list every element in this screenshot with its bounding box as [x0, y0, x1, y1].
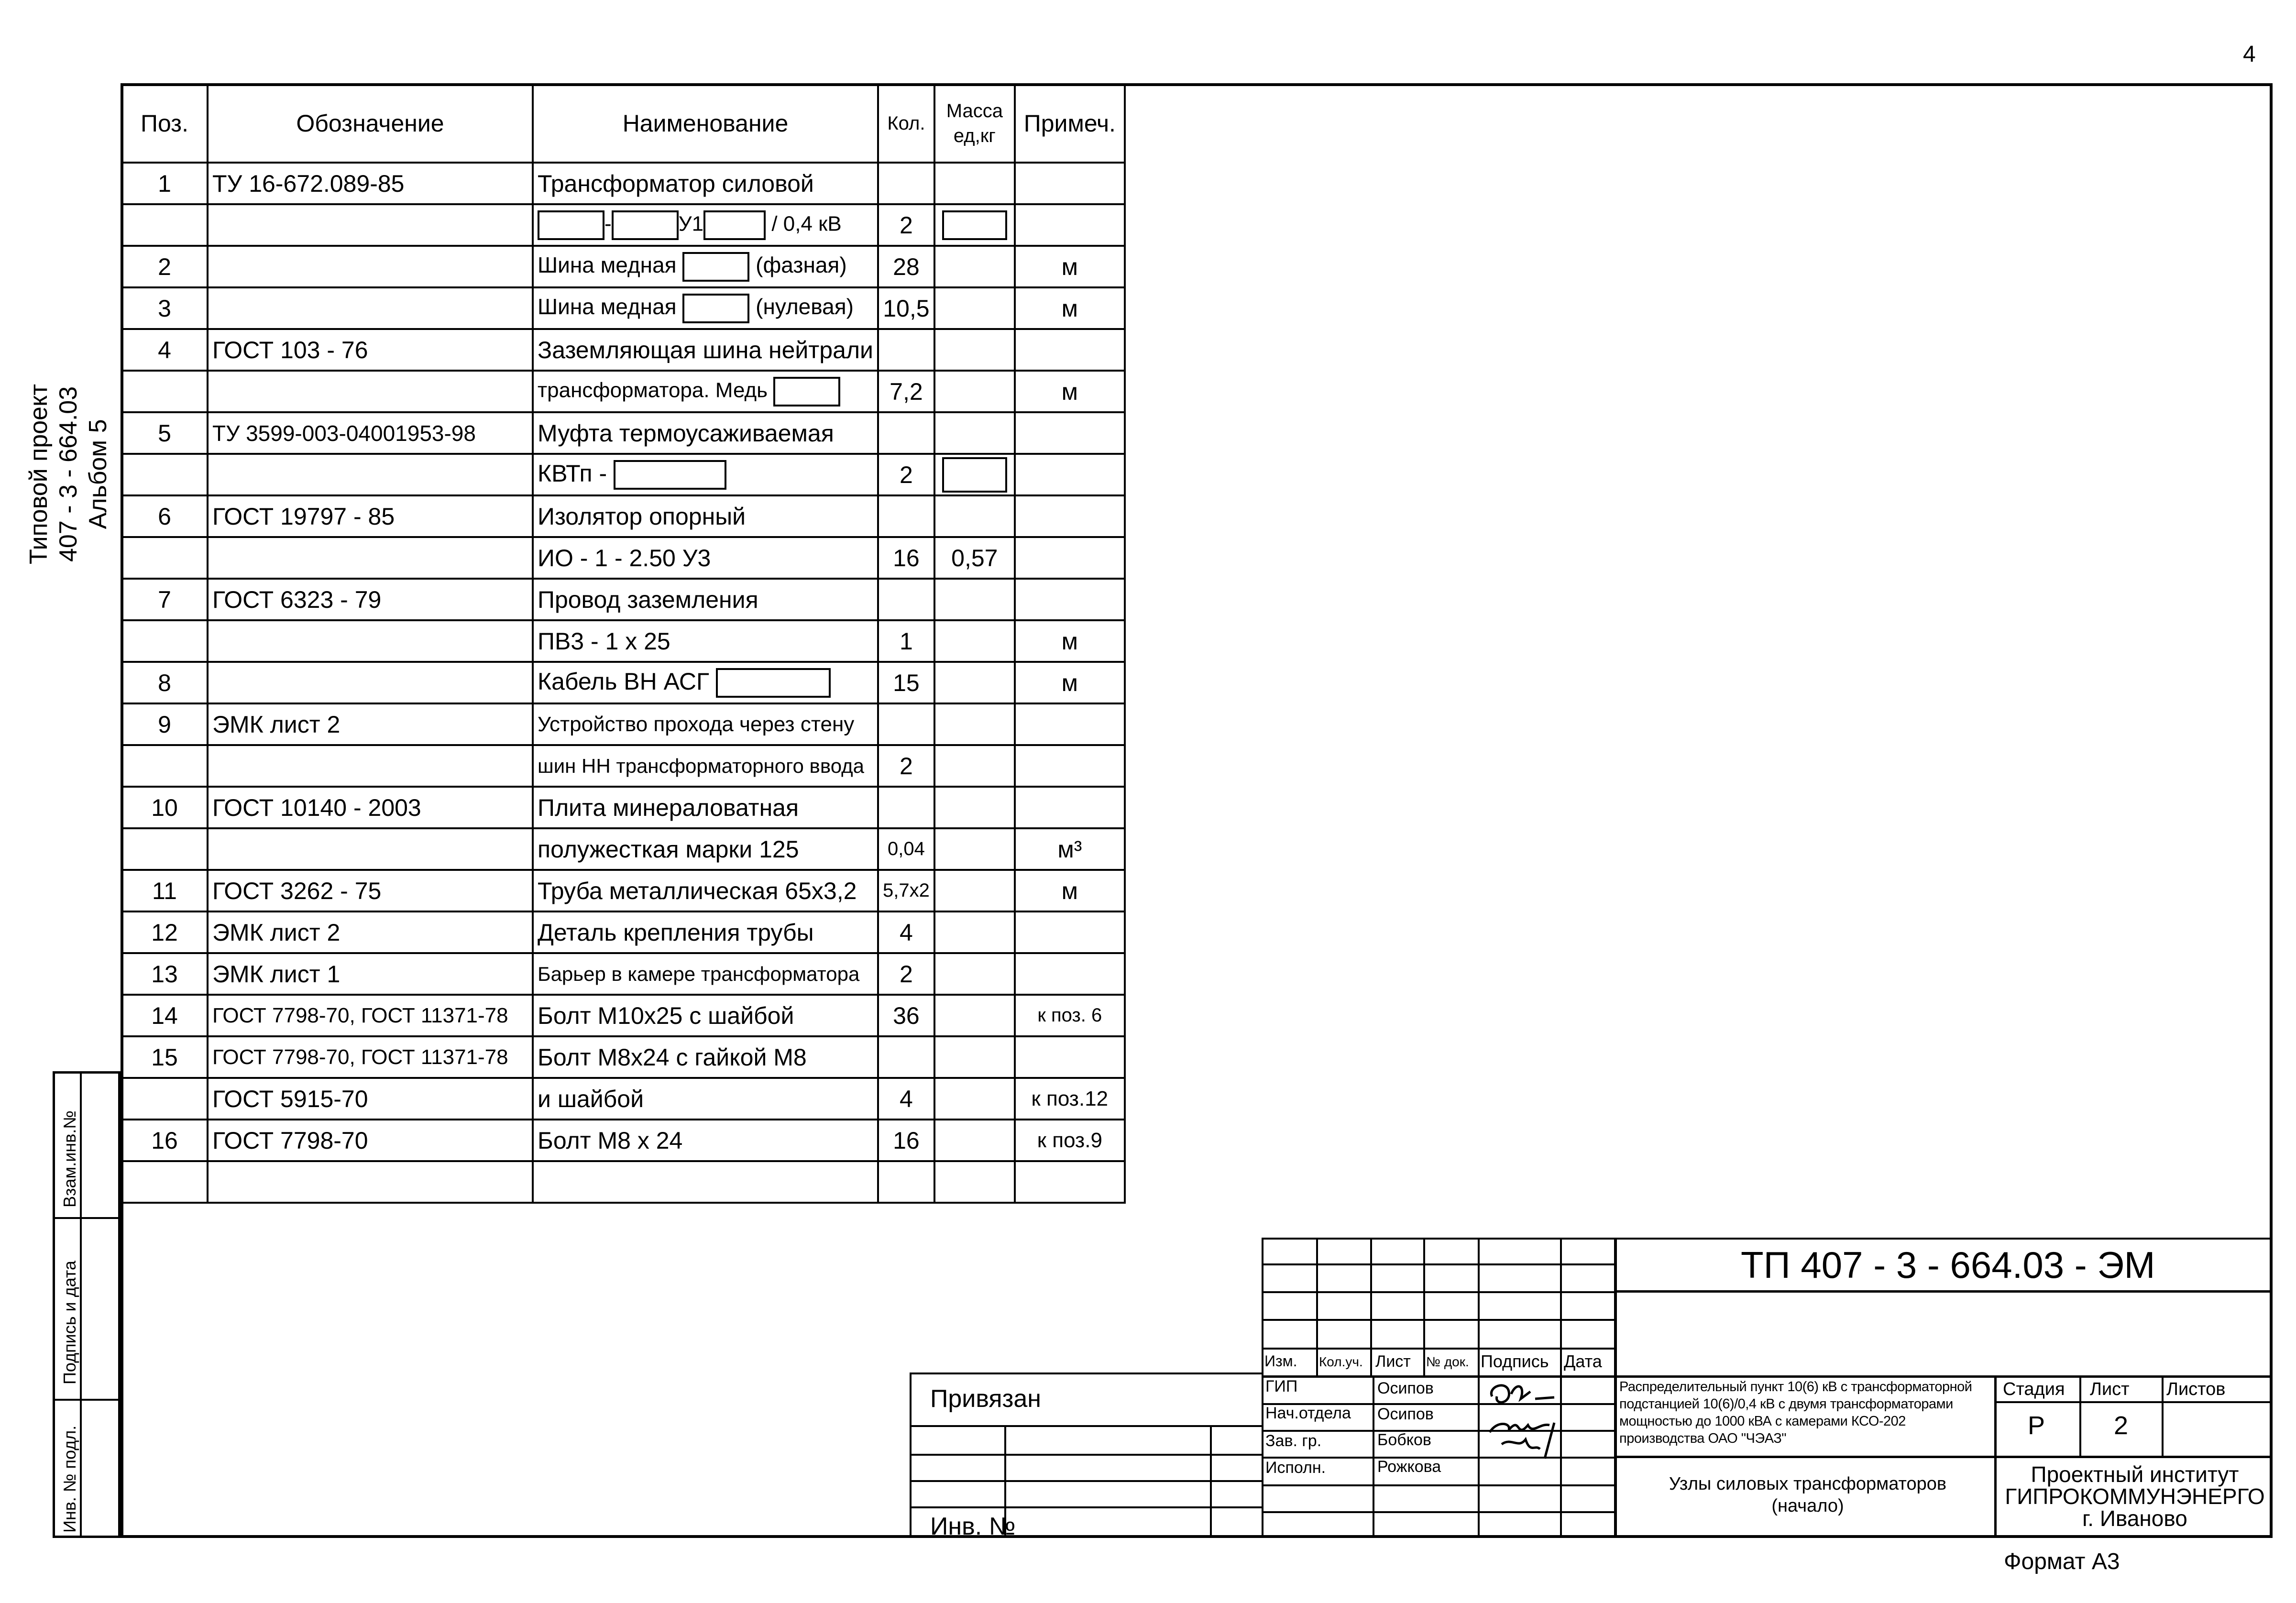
- row-qty: 10,5: [878, 287, 934, 329]
- row-designation: [208, 828, 533, 870]
- row-mass: [934, 828, 1015, 870]
- row-note: [1015, 1036, 1125, 1078]
- row-pos: 5: [121, 412, 208, 454]
- rev-header-date: Дата: [1564, 1351, 1602, 1371]
- side-stamp-divider: [55, 1399, 118, 1401]
- header-qty: Кол.: [878, 84, 934, 163]
- row-pos: [121, 537, 208, 579]
- row-designation: ГОСТ 103 - 76: [208, 329, 533, 371]
- table-row: [121, 703, 1125, 745]
- sheet-title-line: Узлы силовых трансформаторов: [1669, 1474, 1947, 1494]
- row-mass: [934, 911, 1015, 953]
- row-pos: 1: [121, 163, 208, 204]
- table-row: [121, 745, 1125, 787]
- side-project-line2: 407 - 3 - 664.03: [55, 386, 82, 562]
- row-qty: [878, 495, 934, 537]
- title-block-line: [1262, 1291, 1615, 1293]
- row-designation: [208, 537, 533, 579]
- role-chief-engineer: ГИП: [1265, 1377, 1298, 1395]
- blank-field: [538, 210, 604, 240]
- row-pos: 6: [121, 495, 208, 537]
- row-mass: [934, 995, 1015, 1036]
- row-qty: 2: [878, 204, 934, 246]
- stage-label: Стадия: [2003, 1379, 2065, 1399]
- blank-field: [942, 457, 1007, 493]
- row-name: ИО - 1 - 2.50 У3: [533, 537, 878, 579]
- row-pos: [121, 745, 208, 787]
- row-mass: [934, 1120, 1015, 1161]
- row-mass: [934, 745, 1015, 787]
- title-block-line: [1370, 1238, 1372, 1376]
- row-qty: [878, 703, 934, 745]
- row-designation: [208, 204, 533, 246]
- row-pos: 2: [121, 246, 208, 287]
- title-block-line: [1615, 1456, 2273, 1458]
- sheet-title-line: (начало): [1771, 1496, 1844, 1516]
- title-block-line: [2079, 1375, 2081, 1457]
- row-designation: [208, 454, 533, 495]
- row-name: и шайбой: [533, 1078, 878, 1120]
- table-row: [121, 412, 1125, 454]
- row-name: Заземляющая шина нейтрали: [533, 329, 878, 371]
- row-designation: ТУ 3599-003-04001953-98: [208, 412, 533, 454]
- stage-value: Р: [2028, 1411, 2045, 1440]
- role-executor: Исполн.: [1265, 1459, 1326, 1477]
- row-pos: 14: [121, 995, 208, 1036]
- row-qty: 1: [878, 620, 934, 662]
- row-pos: 8: [121, 662, 208, 703]
- header-designation: Обозначение: [208, 84, 533, 163]
- row-designation: ГОСТ 7798-70, ГОСТ 11371-78: [208, 1036, 533, 1078]
- row-mass: [934, 579, 1015, 620]
- side-stamp-signature-label: Подпись и дата: [60, 1261, 79, 1384]
- title-block-line: [1262, 1263, 1615, 1265]
- row-note: [1015, 703, 1125, 745]
- name-part: Шина медная: [538, 294, 677, 319]
- row-name: Провод заземления: [533, 579, 878, 620]
- row-qty: [878, 1161, 934, 1203]
- rev-header-signature: Подпись: [1481, 1351, 1549, 1371]
- table-row: [121, 911, 1125, 953]
- row-note: [1015, 495, 1125, 537]
- row-pos: 15: [121, 1036, 208, 1078]
- row-designation: ГОСТ 7798-70: [208, 1120, 533, 1161]
- spec-header-row: [121, 84, 1125, 163]
- table-row: [121, 1120, 1125, 1161]
- institute-line: г. Иваново: [2082, 1506, 2187, 1531]
- row-note: [1015, 953, 1125, 995]
- title-block-line: [1423, 1238, 1425, 1376]
- table-row: [121, 1036, 1125, 1078]
- table-row: [121, 1161, 1125, 1203]
- table-row: [121, 246, 1125, 287]
- specification-table: [121, 83, 1126, 1204]
- row-mass: [934, 1036, 1015, 1078]
- row-designation: ГОСТ 19797 - 85: [208, 495, 533, 537]
- row-mass: [934, 662, 1015, 703]
- row-qty: 2: [878, 953, 934, 995]
- rev-header-change: Изм.: [1264, 1352, 1297, 1370]
- blank-field: [942, 210, 1007, 240]
- table-row: [121, 953, 1125, 995]
- side-project-line1: Типовой проект: [25, 384, 53, 564]
- row-name: Барьер в камере трансформатора: [533, 953, 878, 995]
- sheet-title: [1621, 1473, 1994, 1517]
- row-pos: 11: [121, 870, 208, 911]
- header-name: Наименование: [533, 84, 878, 163]
- row-pos: 3: [121, 287, 208, 329]
- row-qty: 4: [878, 1078, 934, 1120]
- row-note: м: [1015, 287, 1125, 329]
- row-mass: [934, 329, 1015, 371]
- title-block-line: [1994, 1375, 1997, 1538]
- row-designation: [208, 662, 533, 703]
- table-row: [121, 537, 1125, 579]
- blank-field: [612, 210, 679, 240]
- person-group-head: Бобков: [1377, 1431, 1431, 1449]
- row-designation: ГОСТ 6323 - 79: [208, 579, 533, 620]
- table-row: [121, 828, 1125, 870]
- binding-label: Привязан: [930, 1385, 1042, 1413]
- binding-box-line: [1210, 1425, 1212, 1538]
- row-pos: 10: [121, 787, 208, 828]
- row-note: м: [1015, 371, 1125, 412]
- row-note: [1015, 454, 1125, 495]
- table-row: [121, 620, 1125, 662]
- title-block-line: [1262, 1319, 1615, 1321]
- paper-format: Формат А3: [2004, 1549, 2120, 1574]
- title-block-line: [1262, 1484, 1615, 1486]
- row-name: Трансформатор силовой: [533, 163, 878, 204]
- row-qty: 4: [878, 911, 934, 953]
- row-pos: [121, 371, 208, 412]
- title-block-line: [1614, 1238, 1617, 1538]
- row-mass: [934, 204, 1015, 246]
- row-mass: [934, 703, 1015, 745]
- row-qty: 2: [878, 454, 934, 495]
- side-stamp: [53, 1071, 121, 1538]
- name-part: / 0,4 кВ: [771, 212, 842, 236]
- row-qty: [878, 579, 934, 620]
- row-qty: 7,2: [878, 371, 934, 412]
- row-note: [1015, 163, 1125, 204]
- side-stamp-divider: [80, 1074, 82, 1536]
- row-designation: ГОСТ 7798-70, ГОСТ 11371-78: [208, 995, 533, 1036]
- name-part: (фазная): [756, 252, 847, 277]
- row-name: Болт М8 х 24: [533, 1120, 878, 1161]
- row-note: [1015, 911, 1125, 953]
- row-name: Труба металлическая 65х3,2: [533, 870, 878, 911]
- row-designation: [208, 246, 533, 287]
- row-note: [1015, 204, 1125, 246]
- row-note: [1015, 745, 1125, 787]
- row-designation: ГОСТ 10140 - 2003: [208, 787, 533, 828]
- project-title-line: мощностью до 1000 кВА с камерами КСО-202: [1619, 1414, 1906, 1429]
- title-block-line: [1478, 1238, 1480, 1538]
- side-stamp-divider: [55, 1217, 118, 1219]
- row-pos: 9: [121, 703, 208, 745]
- row-mass: [934, 787, 1015, 828]
- row-mass: [934, 870, 1015, 911]
- table-row: [121, 870, 1125, 911]
- name-part: -: [604, 212, 612, 236]
- sheets-label: Листов: [2166, 1379, 2226, 1399]
- row-designation: [208, 1161, 533, 1203]
- title-block-line: [1262, 1511, 1615, 1513]
- institute-line: ГИПРОКОММУНЭНЕРГО: [2005, 1484, 2265, 1509]
- row-mass: [934, 163, 1015, 204]
- blank-field: [682, 294, 749, 323]
- row-note: [1015, 579, 1125, 620]
- row-pos: [121, 828, 208, 870]
- row-qty: [878, 329, 934, 371]
- row-note: к поз. 6: [1015, 995, 1125, 1036]
- row-mass: [934, 371, 1015, 412]
- row-mass: [934, 620, 1015, 662]
- blank-field: [716, 668, 831, 698]
- row-qty: [878, 1036, 934, 1078]
- row-note: м: [1015, 662, 1125, 703]
- institute-line: Проектный институт: [2031, 1462, 2239, 1487]
- table-row: [121, 371, 1125, 412]
- row-designation: ЭМК лист 2: [208, 703, 533, 745]
- row-mass: [934, 246, 1015, 287]
- row-pos: 12: [121, 911, 208, 953]
- table-row: [121, 204, 1125, 246]
- person-dept-head: Осипов: [1377, 1405, 1434, 1423]
- row-qty: 28: [878, 246, 934, 287]
- name-part: У1: [678, 212, 704, 236]
- row-mass: [934, 1161, 1015, 1203]
- row-qty: 15: [878, 662, 934, 703]
- title-block-line: [1316, 1238, 1318, 1376]
- side-project-caption: [24, 384, 113, 564]
- row-name: Деталь крепления трубы: [533, 911, 878, 953]
- row-designation: [208, 745, 533, 787]
- row-qty: 0,04: [878, 828, 934, 870]
- row-qty: 36: [878, 995, 934, 1036]
- table-row: [121, 995, 1125, 1036]
- signature-image: [1483, 1377, 1578, 1478]
- name-part: (нулевая): [756, 294, 854, 319]
- name-part: Кабель ВН АСГ: [538, 668, 710, 695]
- table-row: [121, 787, 1125, 828]
- row-mass: [934, 454, 1015, 495]
- row-note: м: [1015, 870, 1125, 911]
- name-part: трансформатора. Медь: [538, 378, 768, 402]
- row-pos: 16: [121, 1120, 208, 1161]
- blank-field: [614, 460, 726, 490]
- row-note: м³: [1015, 828, 1125, 870]
- row-designation: ЭМК лист 1: [208, 953, 533, 995]
- row-name: [533, 454, 878, 495]
- row-qty: [878, 412, 934, 454]
- row-name: Болт М8х24 с гайкой М8: [533, 1036, 878, 1078]
- row-name: Устройство прохода через стену: [533, 703, 878, 745]
- row-pos: 4: [121, 329, 208, 371]
- table-row: [121, 163, 1125, 204]
- row-pos: [121, 204, 208, 246]
- row-pos: 13: [121, 953, 208, 995]
- blank-field: [703, 210, 766, 240]
- row-name: [533, 371, 878, 412]
- person-executor: Рожкова: [1377, 1458, 1441, 1476]
- row-designation: [208, 287, 533, 329]
- row-pos: [121, 620, 208, 662]
- project-title-line: производства ОАО "ЧЭАЗ": [1619, 1431, 1787, 1446]
- row-qty: 2: [878, 745, 934, 787]
- name-part: КВТп -: [538, 460, 607, 487]
- row-designation: [208, 620, 533, 662]
- row-note: м: [1015, 246, 1125, 287]
- row-name: Плита минераловатная: [533, 787, 878, 828]
- table-row: [121, 662, 1125, 703]
- row-note: [1015, 1161, 1125, 1203]
- row-note: [1015, 787, 1125, 828]
- row-note: [1015, 412, 1125, 454]
- table-row: [121, 287, 1125, 329]
- header-pos: Поз.: [121, 84, 208, 163]
- row-pos: [121, 1078, 208, 1120]
- row-name: [533, 287, 878, 329]
- project-title-line: Распределительный пункт 10(6) кВ с трансформаторной: [1619, 1379, 1972, 1394]
- row-qty: [878, 787, 934, 828]
- row-mass: [934, 953, 1015, 995]
- rev-header-qty: Кол.уч.: [1319, 1354, 1363, 1369]
- name-part: Шина медная: [538, 252, 677, 277]
- row-pos: [121, 1161, 208, 1203]
- row-designation: [208, 371, 533, 412]
- role-dept-head: Нач.отдела: [1265, 1404, 1351, 1422]
- sheet-value: 2: [2114, 1411, 2129, 1440]
- sheet-label: Лист: [2090, 1379, 2130, 1399]
- row-mass: [934, 1078, 1015, 1120]
- row-mass: [934, 412, 1015, 454]
- row-qty: 16: [878, 537, 934, 579]
- row-designation: ЭМК лист 2: [208, 911, 533, 953]
- sheet-number: 4: [2243, 42, 2256, 67]
- title-block-line: [1994, 1401, 2273, 1403]
- title-block-line: [1262, 1348, 1615, 1350]
- project-title: [1619, 1378, 1972, 1447]
- side-stamp-original-label: Инв. № подл.: [60, 1425, 79, 1533]
- institute: [1997, 1463, 2273, 1529]
- row-name: шин НН трансформаторного ввода: [533, 745, 878, 787]
- blank-field: [682, 252, 749, 282]
- side-stamp-exchange-label: Взам.инв.№: [60, 1110, 79, 1208]
- row-mass: [934, 495, 1015, 537]
- row-qty: 16: [878, 1120, 934, 1161]
- title-block-line: [2162, 1375, 2164, 1457]
- blank-field: [773, 377, 840, 406]
- row-name: [533, 662, 878, 703]
- table-row: [121, 579, 1125, 620]
- row-name: Изолятор опорный: [533, 495, 878, 537]
- title-block-line: [1615, 1290, 2273, 1293]
- side-project-line3: Альбом 5: [84, 419, 112, 529]
- row-pos: [121, 454, 208, 495]
- row-note: [1015, 537, 1125, 579]
- row-note: к поз.9: [1015, 1120, 1125, 1161]
- row-name: [533, 246, 878, 287]
- row-note: к поз.12: [1015, 1078, 1125, 1120]
- row-qty: 5,7х2: [878, 870, 934, 911]
- row-qty: [878, 163, 934, 204]
- row-mass: 0,57: [934, 537, 1015, 579]
- project-title-line: подстанцией 10(6)/0,4 кВ с двумя трансформаторами: [1619, 1396, 1953, 1412]
- row-note: [1015, 329, 1125, 371]
- title-block-line: [1615, 1375, 2273, 1378]
- row-name: Муфта термоусаживаемая: [533, 412, 878, 454]
- row-pos: 7: [121, 579, 208, 620]
- rev-header-sheet: Лист: [1375, 1352, 1411, 1371]
- binding-inv-label: Инв. №: [930, 1513, 1016, 1540]
- table-row: [121, 454, 1125, 495]
- row-mass: [934, 287, 1015, 329]
- row-name: полужесткая марки 125: [533, 828, 878, 870]
- table-row: [121, 1078, 1125, 1120]
- row-note: м: [1015, 620, 1125, 662]
- row-designation: ГОСТ 5915-70: [208, 1078, 533, 1120]
- header-mass: Масса ед,кг: [934, 84, 1015, 163]
- row-name: [533, 204, 878, 246]
- table-row: [121, 329, 1125, 371]
- row-name: Болт М10х25 с шайбой: [533, 995, 878, 1036]
- header-note: Примеч.: [1015, 84, 1125, 163]
- rev-header-docno: № док.: [1426, 1354, 1469, 1369]
- row-designation: ГОСТ 3262 - 75: [208, 870, 533, 911]
- row-name: ПВ3 - 1 х 25: [533, 620, 878, 662]
- row-name: [533, 1161, 878, 1203]
- row-designation: ТУ 16-672.089-85: [208, 163, 533, 204]
- table-row: [121, 495, 1125, 537]
- document-code: ТП 407 - 3 - 664.03 - ЭМ: [1741, 1244, 2155, 1286]
- role-group-head: Зав. гр.: [1265, 1432, 1322, 1450]
- person-chief-engineer: Осипов: [1377, 1379, 1434, 1397]
